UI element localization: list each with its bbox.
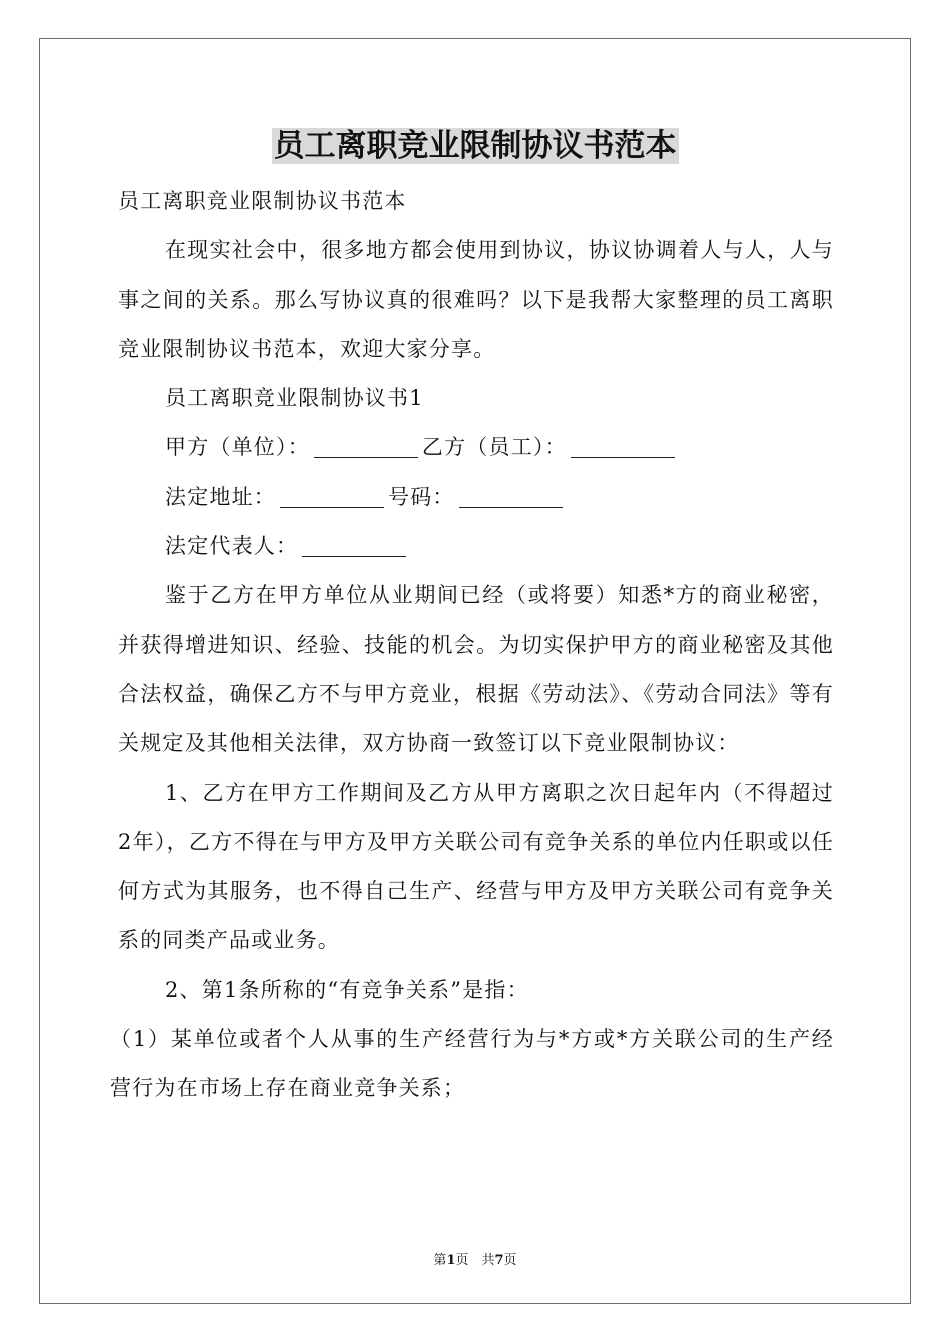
representative-label: 法定代表人： xyxy=(165,534,299,559)
section-title: 员工离职竞业限制协议书1 xyxy=(165,386,424,411)
address-blank xyxy=(280,485,384,508)
page-footer xyxy=(0,1249,950,1268)
number-blank xyxy=(459,485,563,508)
document-title xyxy=(0,124,950,168)
address-label: 法定地址： xyxy=(165,484,276,509)
clause-2-item-1: （1）某单位或者个人从事的生产经营行为与*方或*方关联公司的生产经营行为在市场上存在商业竞争关系； xyxy=(110,1027,834,1101)
representative-blank xyxy=(302,534,406,557)
number-label: 号码： xyxy=(388,484,455,509)
clause-2: 2、第1条所称的“有竞争关系”是指： xyxy=(165,977,529,1002)
document-title-text: 员工离职竞业限制协议书范本 xyxy=(273,128,677,164)
footer-current-page: 1 xyxy=(446,1253,456,1268)
footer-total-pages: 7 xyxy=(494,1253,504,1268)
document-subtitle: 员工离职竞业限制协议书范本 xyxy=(118,189,407,213)
party-a-label: 甲方（单位）： xyxy=(165,435,310,460)
party-b-label: 乙方（员工）： xyxy=(421,435,567,460)
party-b-blank xyxy=(571,435,675,458)
party-line xyxy=(118,423,834,472)
footer-prefix: 第 xyxy=(433,1253,447,1268)
clause-1: 1、乙方在甲方工作期间及乙方从甲方离职之次日起年内（不得超过2年），乙方不得在与甲方及甲方关联公司有竞争关系的单位内任职或以任何方式为其服务，也不得自己生产、经营与甲方及甲方关联公司有竞争关系的同类产品或业务。 xyxy=(118,780,834,953)
footer-mid: 页 共 xyxy=(455,1253,495,1268)
intro-paragraph: 在现实社会中，很多地方都会使用到协议，协议协调着人与人，人与事之间的关系。那么写协议真的很难吗？以下是我帮大家整理的员工离职竞业限制协议书范本，欢迎大家分享。 xyxy=(118,238,834,361)
representative-line xyxy=(118,522,834,571)
preamble-paragraph: 鉴于乙方在甲方单位从业期间已经（或将要）知悉*方的商业秘密，并获得增进知识、经验、技能的机会。为切实保护甲方的商业秘密及其他合法权益，确保乙方不与甲方竞业，根据《劳动法》、《劳动合同法》等有关规定及其他相关法律，双方协商一致签订以下竞业限制协议： xyxy=(118,583,834,756)
address-line xyxy=(118,473,834,522)
footer-suffix: 页 xyxy=(503,1253,517,1268)
document-body xyxy=(110,177,834,1114)
party-a-blank xyxy=(314,435,418,458)
